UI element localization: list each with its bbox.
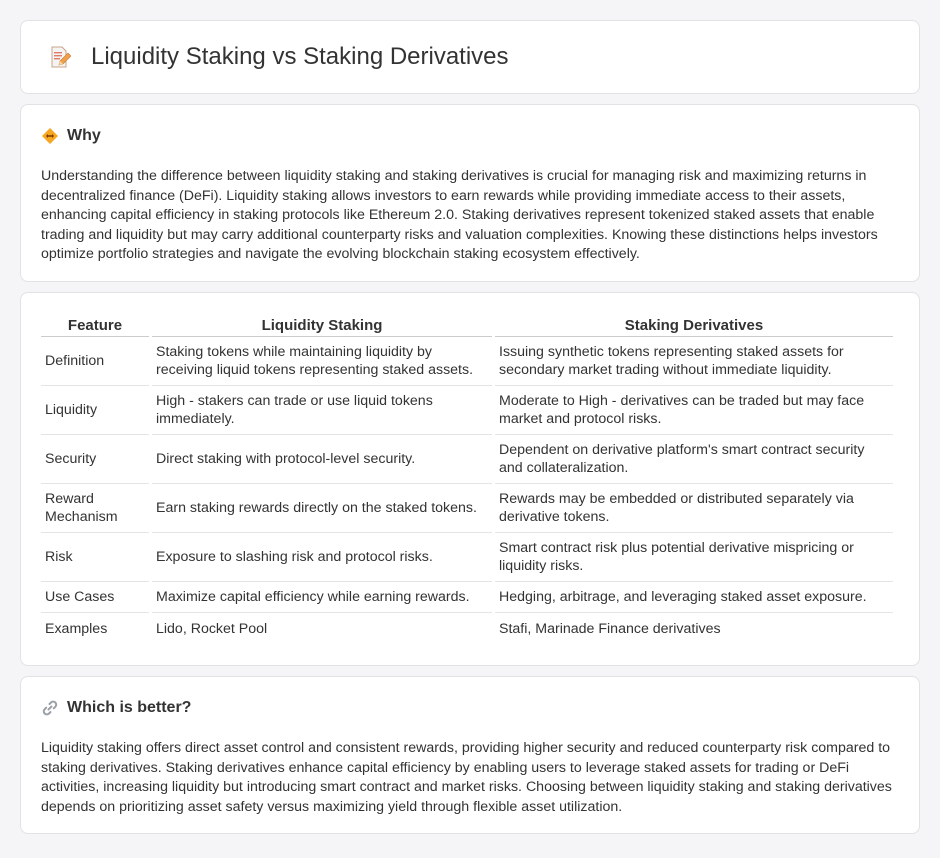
row-liquidity-staking: High - stakers can trade or use liquid tokens immediately. (152, 386, 492, 435)
why-heading: Why (67, 127, 101, 144)
row-feature: Examples (45, 620, 108, 637)
why-heading-row (41, 125, 899, 145)
table-row (41, 386, 893, 435)
header-feature: Feature (41, 313, 149, 337)
diamond-arrows-icon (41, 127, 59, 145)
row-staking-derivatives: Issuing synthetic tokens representing staked assets for secondary market trading without immediate liquidity. (495, 337, 893, 386)
why-text: Understanding the difference between liquidity staking and staking derivatives is crucial for managing risk and maximizing returns in decentralized finance (DeFi). Liquidity staking allows investors to earn rewards while providing immediate access to their assets, enhancing capital efficiency in staking protocols like Ethereum 2.0. Staking derivatives represent tokenized staked assets that enable trading and liquidity but may carry additional counterparty risks and valuation complexities. Knowing these distinctions helps investors optimize portfolio strategies and navigate the evolving blockchain staking ecosystem effectively. (41, 168, 878, 263)
table-row (41, 533, 893, 582)
table-header-row (41, 313, 893, 337)
row-staking-derivatives: Stafi, Marinade Finance derivatives (499, 620, 721, 637)
row-staking-derivatives: Moderate to High - derivatives can be traded but may face market and protocol risks. (495, 386, 893, 435)
better-text: Liquidity staking offers direct asset control and consistent rewards, providing higher security and reduced counterparty risk compared to staking derivatives. Staking derivatives enhance capital efficiency by enabling users to leverage staked assets for trading or DeFi activities, increasing liquidity but introducing smart contract and market risks. Choosing between liquidity staking and staking derivatives depends on prioritizing asset safety versus maximizing yield through flexible asset utilization. (41, 740, 892, 815)
comparison-table (38, 313, 896, 644)
row-feature: Use Cases (41, 582, 149, 613)
header-card (20, 20, 920, 94)
document-pencil-icon (47, 45, 71, 69)
row-liquidity-staking: Exposure to slashing risk and protocol risks. (152, 533, 492, 582)
header-staking-derivatives: Staking Derivatives (495, 313, 893, 337)
better-heading-row (41, 697, 899, 717)
table-row (41, 484, 893, 533)
comparison-table-card (20, 292, 920, 666)
better-heading: Which is better? (67, 699, 192, 716)
page-title: Liquidity Staking vs Staking Derivatives (91, 43, 509, 70)
row-staking-derivatives: Dependent on derivative platform's smart contract security and collateralization. (495, 435, 893, 484)
row-staking-derivatives: Smart contract risk plus potential derivative mispricing or liquidity risks. (495, 533, 893, 582)
row-liquidity-staking: Direct staking with protocol-level security. (152, 435, 492, 484)
table-row (41, 435, 893, 484)
row-staking-derivatives: Hedging, arbitrage, and leveraging staked asset exposure. (495, 582, 893, 613)
row-feature: Security (41, 435, 149, 484)
row-liquidity-staking: Earn staking rewards directly on the staked tokens. (152, 484, 492, 533)
row-liquidity-staking: Lido, Rocket Pool (156, 620, 268, 637)
row-feature: Reward Mechanism (41, 484, 149, 533)
table-row (41, 582, 893, 613)
row-staking-derivatives: Rewards may be embedded or distributed separately via derivative tokens. (495, 484, 893, 533)
table-row (41, 337, 893, 386)
row-liquidity-staking: Maximize capital efficiency while earning rewards. (152, 582, 492, 613)
why-section (20, 104, 920, 282)
link-icon (41, 699, 59, 717)
table-row (41, 613, 893, 644)
row-liquidity-staking: Staking tokens while maintaining liquidity by receiving liquid tokens representing staked assets. (152, 337, 492, 386)
header-liquidity-staking: Liquidity Staking (152, 313, 492, 337)
row-feature: Liquidity (41, 386, 149, 435)
which-better-section (20, 676, 920, 834)
row-feature: Definition (41, 337, 149, 386)
row-feature: Risk (41, 533, 149, 582)
